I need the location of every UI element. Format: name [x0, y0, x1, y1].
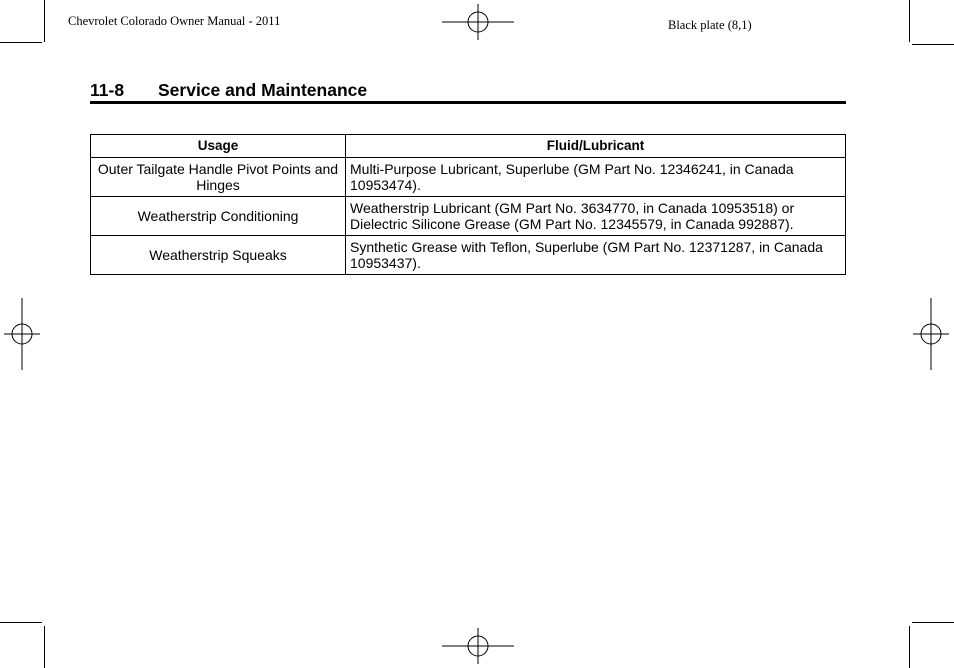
- usage-cell: Weatherstrip Conditioning: [91, 197, 346, 236]
- table-header-row: [91, 135, 846, 158]
- fluid-cell: Weatherstrip Lubricant (GM Part No. 3634770, in Canada 10953518) or Dielectric Silicone Grease (GM Part No. 12345579, in Canada 992887).: [346, 197, 846, 236]
- column-header-fluid: Fluid/Lubricant: [346, 135, 846, 158]
- registration-mark-icon: [4, 298, 40, 370]
- section-heading: [90, 80, 846, 104]
- section-title: Service and Maintenance: [158, 80, 368, 100]
- crop-mark: [912, 44, 954, 45]
- table-row: [91, 236, 846, 275]
- usage-cell: Outer Tailgate Handle Pivot Points and Hinges: [91, 158, 346, 197]
- lubricant-table: [90, 134, 846, 275]
- crop-mark: [0, 622, 42, 623]
- crop-mark: [909, 0, 910, 42]
- plate-label: Black plate (8,1): [668, 18, 752, 32]
- table-row: [91, 197, 846, 236]
- column-header-usage: Usage: [91, 135, 346, 158]
- table-row: [91, 158, 846, 197]
- crop-mark: [44, 0, 45, 42]
- section-number: 11-8: [90, 80, 125, 100]
- crop-mark: [912, 622, 954, 623]
- manual-title: Chevrolet Colorado Owner Manual - 2011: [68, 14, 281, 28]
- registration-mark-icon: [442, 4, 514, 40]
- fluid-cell: Multi-Purpose Lubricant, Superlube (GM Part No. 12346241, in Canada 10953474).: [346, 158, 846, 197]
- fluid-cell: Synthetic Grease with Teflon, Superlube (GM Part No. 12371287, in Canada 10953437).: [346, 236, 846, 275]
- crop-mark: [909, 626, 910, 668]
- crop-mark: [44, 626, 45, 668]
- usage-cell: Weatherstrip Squeaks: [91, 236, 346, 275]
- crop-mark: [0, 42, 42, 43]
- registration-mark-icon: [442, 628, 514, 664]
- registration-mark-icon: [913, 298, 949, 370]
